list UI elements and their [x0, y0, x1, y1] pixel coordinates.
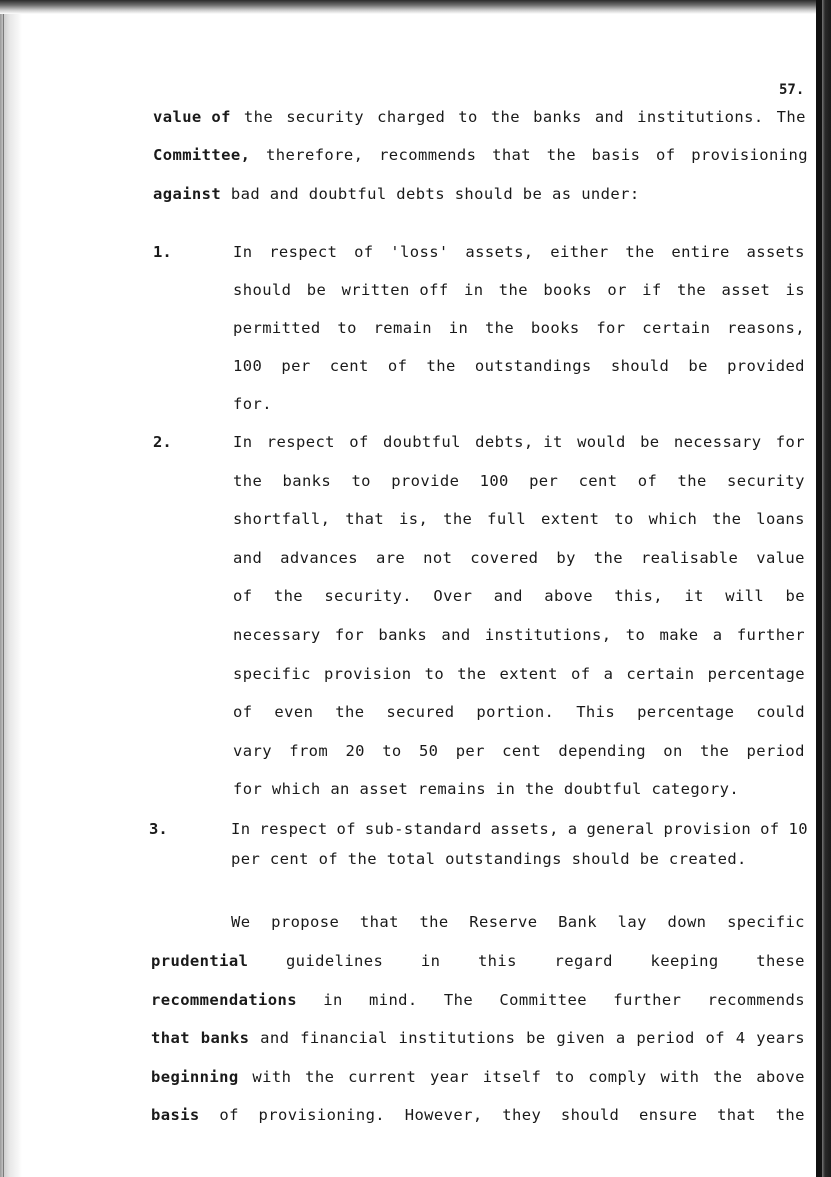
word: or [607, 281, 627, 299]
word: doubtful [383, 433, 461, 451]
word: that [492, 146, 532, 164]
list-item-line [233, 549, 805, 567]
scan-right-edge-bar [816, 0, 822, 1177]
closing-line-2 [151, 952, 805, 970]
closing-line-3 [151, 991, 805, 1009]
list-item-line [233, 472, 805, 490]
word: current [348, 1068, 417, 1086]
word: the [335, 703, 365, 721]
word: provide [391, 472, 460, 490]
word: financial [300, 1029, 388, 1047]
word: propose [271, 913, 340, 931]
word: of [571, 665, 591, 683]
word: recommends [379, 146, 477, 164]
word: basis [151, 1106, 200, 1124]
word: The [776, 108, 806, 126]
word: value [756, 549, 805, 567]
list-item-line [233, 243, 805, 261]
word: the [484, 319, 515, 337]
word: the [712, 510, 742, 528]
word: respect [259, 820, 328, 838]
word: this, [614, 587, 663, 605]
word: portion. [476, 703, 555, 721]
word: of [349, 433, 369, 451]
word: provision [323, 665, 412, 683]
word: with [252, 1068, 292, 1086]
word: beginning [151, 1068, 239, 1086]
word: 'loss' [390, 243, 449, 261]
word: Reserve [469, 913, 538, 931]
word: banks [533, 108, 582, 126]
intro-line-3-rest: bad and doubtful debts should be as under: [221, 185, 640, 203]
word: it [684, 587, 704, 605]
list-item-number: 3. [149, 820, 168, 838]
word: therefore, [266, 146, 364, 164]
word: loans [756, 510, 805, 528]
word: per [455, 742, 485, 760]
word: basis [591, 146, 641, 164]
word: banks [200, 1029, 250, 1047]
list-item-line [233, 703, 805, 721]
word: that [359, 913, 399, 931]
word: should [233, 281, 292, 299]
word: if [642, 281, 662, 299]
word: books [530, 319, 580, 337]
word: the [498, 281, 528, 299]
word: the [305, 1068, 335, 1086]
word: assets [746, 243, 805, 261]
word: covered [470, 549, 539, 567]
list-item-line [233, 665, 805, 683]
word: even [274, 703, 314, 721]
word: with [660, 1068, 700, 1086]
word: ensure [638, 1106, 698, 1124]
list-item-line [233, 281, 805, 299]
word: Committee [499, 991, 587, 1009]
word: the [457, 665, 487, 683]
word: 20 [345, 742, 365, 760]
word: for [334, 626, 365, 644]
word: in [448, 319, 469, 337]
word: entire [671, 243, 730, 261]
word: period [636, 1029, 695, 1047]
scan-binding-edge [0, 0, 22, 1177]
page-number: 57. [779, 82, 805, 98]
word: be [526, 1029, 546, 1047]
word: to [337, 319, 357, 337]
word: by [556, 549, 576, 567]
word: security [727, 472, 805, 490]
word: the [775, 1106, 805, 1124]
word: for [596, 319, 626, 337]
word: The [443, 991, 474, 1009]
word: secured [386, 703, 455, 721]
word: in [420, 952, 441, 970]
word: debts, it [475, 433, 563, 451]
word: percentage [707, 665, 805, 683]
word: However, [404, 1106, 483, 1124]
word: and [493, 587, 523, 605]
list-item-line [233, 319, 805, 337]
word: necessary [673, 433, 762, 451]
word: reasons, [727, 319, 805, 337]
word: remain [373, 319, 432, 337]
closing-line-1 [231, 913, 805, 931]
word: would [577, 433, 626, 451]
list-item-number: 2. [153, 433, 172, 451]
word: the [490, 108, 521, 126]
word: that [717, 1106, 757, 1124]
word: make [659, 626, 699, 644]
word: recommends [707, 991, 805, 1009]
word: extent [499, 665, 558, 683]
word: specific [233, 665, 311, 683]
word: is [785, 281, 805, 299]
word: and [441, 626, 471, 644]
word: itself [482, 1068, 542, 1086]
word: realisable [640, 549, 739, 567]
word: written off [341, 281, 449, 299]
word: be [785, 587, 805, 605]
word: the [243, 108, 274, 126]
word: of [760, 820, 780, 838]
word: books [543, 281, 592, 299]
word: banks [378, 626, 428, 644]
word: in [463, 281, 484, 299]
word: to [458, 108, 478, 126]
word: this [477, 952, 517, 970]
word: 100 [233, 357, 263, 375]
word: on [663, 742, 683, 760]
word: to [625, 626, 646, 644]
word: of [656, 146, 676, 164]
word: banks [282, 472, 332, 490]
word: and [260, 1029, 290, 1047]
word: of [705, 1029, 725, 1047]
word: is, [399, 510, 429, 528]
word: mind. [368, 991, 418, 1009]
word: be [688, 357, 708, 375]
word: This [576, 703, 616, 721]
word: to [614, 510, 634, 528]
closing-line-5 [151, 1068, 805, 1086]
word: prudential [151, 952, 249, 970]
word: charged [377, 108, 446, 126]
word: assets, [465, 243, 534, 261]
word: and [594, 108, 625, 126]
word: provisioning. [258, 1106, 386, 1124]
word: from [289, 742, 329, 760]
word: sub-standard [364, 820, 482, 838]
word: the [419, 913, 449, 931]
word: depending [558, 742, 646, 760]
word: the [676, 281, 707, 299]
word: they [502, 1106, 542, 1124]
list-item-line [231, 820, 808, 838]
word: percentage [637, 703, 735, 721]
word: the [426, 357, 456, 375]
word: certain [642, 319, 711, 337]
word: comply [588, 1068, 647, 1086]
list-item-number: 1. [153, 243, 172, 261]
word: asset [721, 281, 771, 299]
word: that [151, 1029, 190, 1047]
word: permitted [233, 319, 321, 337]
word: 50 [418, 742, 439, 760]
word: cent [502, 742, 542, 760]
list-item-line: for which an asset remains in the doubtful category. [233, 780, 740, 798]
word: a [615, 1029, 626, 1047]
word: outstandings [474, 357, 592, 375]
word: are [375, 549, 406, 567]
word: the [700, 742, 730, 760]
word: necessary [233, 626, 321, 644]
intro-line-3-lead: against [153, 185, 222, 203]
word: regard [554, 952, 613, 970]
word: per [281, 357, 311, 375]
word: certain [626, 665, 695, 683]
word: to [382, 742, 402, 760]
word: provided [727, 357, 805, 375]
word: of [219, 1106, 239, 1124]
list-item-line [233, 587, 805, 605]
word: recommendations [151, 991, 297, 1009]
word: extent [540, 510, 600, 528]
closing-line-6 [151, 1106, 805, 1124]
word: the [273, 587, 304, 605]
word: institutions, [484, 626, 612, 644]
word: In [231, 820, 251, 838]
word: the [443, 510, 473, 528]
word: the [233, 472, 263, 490]
intro-line-3 [153, 185, 640, 203]
word: of [336, 820, 356, 838]
word: and [233, 549, 263, 567]
word: further [736, 626, 805, 644]
word: advances [280, 549, 359, 567]
word: cent [329, 357, 369, 375]
word: security [286, 108, 365, 126]
word: respect [269, 243, 338, 261]
word: Committee, [153, 146, 251, 164]
word: above [756, 1068, 805, 1086]
word: to [351, 472, 371, 490]
word: be [640, 433, 660, 451]
word: provision [663, 820, 752, 838]
word: for [775, 433, 805, 451]
word: per [529, 472, 559, 490]
word: further [613, 991, 682, 1009]
word: to [424, 665, 445, 683]
word: above [544, 587, 593, 605]
word: Over [433, 587, 473, 605]
word: be [306, 281, 327, 299]
word: vary [233, 742, 272, 760]
word: We [231, 913, 251, 931]
word: 100 [479, 472, 509, 490]
scan-top-edge [0, 0, 831, 14]
word: specific [727, 913, 805, 931]
word: these [756, 952, 805, 970]
list-item-line [233, 510, 805, 528]
word: that [345, 510, 385, 528]
word: year [430, 1068, 469, 1086]
word: institutions [398, 1029, 516, 1047]
word: in [323, 991, 343, 1009]
word: not [423, 549, 453, 567]
word: general [586, 820, 655, 838]
word: lay [617, 913, 647, 931]
word: a [603, 665, 614, 683]
word: given [556, 1029, 606, 1047]
list-item-line [233, 433, 805, 451]
word: keeping [650, 952, 719, 970]
word: value of [153, 108, 231, 126]
word: could [756, 703, 805, 721]
list-item-line: for. [233, 395, 272, 413]
word: the [546, 146, 576, 164]
word: the [677, 472, 707, 490]
word: Bank [558, 913, 597, 931]
word: either [550, 243, 609, 261]
intro-line-1 [153, 108, 806, 126]
word: a [712, 626, 723, 644]
word: a [567, 820, 578, 838]
word: of [233, 587, 253, 605]
word: In [233, 433, 253, 451]
word: institutions. [637, 108, 764, 126]
word: shortfall, [233, 510, 331, 528]
word: of [233, 703, 253, 721]
word: the [593, 549, 623, 567]
word: provisioning [691, 146, 808, 164]
word: guidelines [285, 952, 384, 970]
word: down [667, 913, 707, 931]
list-item-line [233, 626, 805, 644]
list-item-line: per cent of the total outstandings should be created. [231, 850, 747, 868]
word: will [725, 587, 765, 605]
list-item-line [233, 742, 805, 760]
word: 4 [735, 1029, 746, 1047]
word: the [713, 1068, 743, 1086]
word: assets, [490, 820, 559, 838]
word: respect [266, 433, 335, 451]
word: which [648, 510, 698, 528]
word: to [554, 1068, 575, 1086]
word: cent [578, 472, 618, 490]
closing-line-4 [151, 1029, 805, 1047]
list-item-line [233, 357, 805, 375]
word: should [610, 357, 670, 375]
word: of [387, 357, 408, 375]
word: of [354, 243, 374, 261]
word: should [560, 1106, 620, 1124]
word: period [746, 742, 805, 760]
intro-line-2 [153, 146, 808, 164]
word: security. [324, 587, 413, 605]
word: 10 [788, 820, 808, 838]
word: of [637, 472, 658, 490]
word: In [233, 243, 253, 261]
word: years [756, 1029, 805, 1047]
word: the [625, 243, 655, 261]
word: full [487, 510, 527, 528]
